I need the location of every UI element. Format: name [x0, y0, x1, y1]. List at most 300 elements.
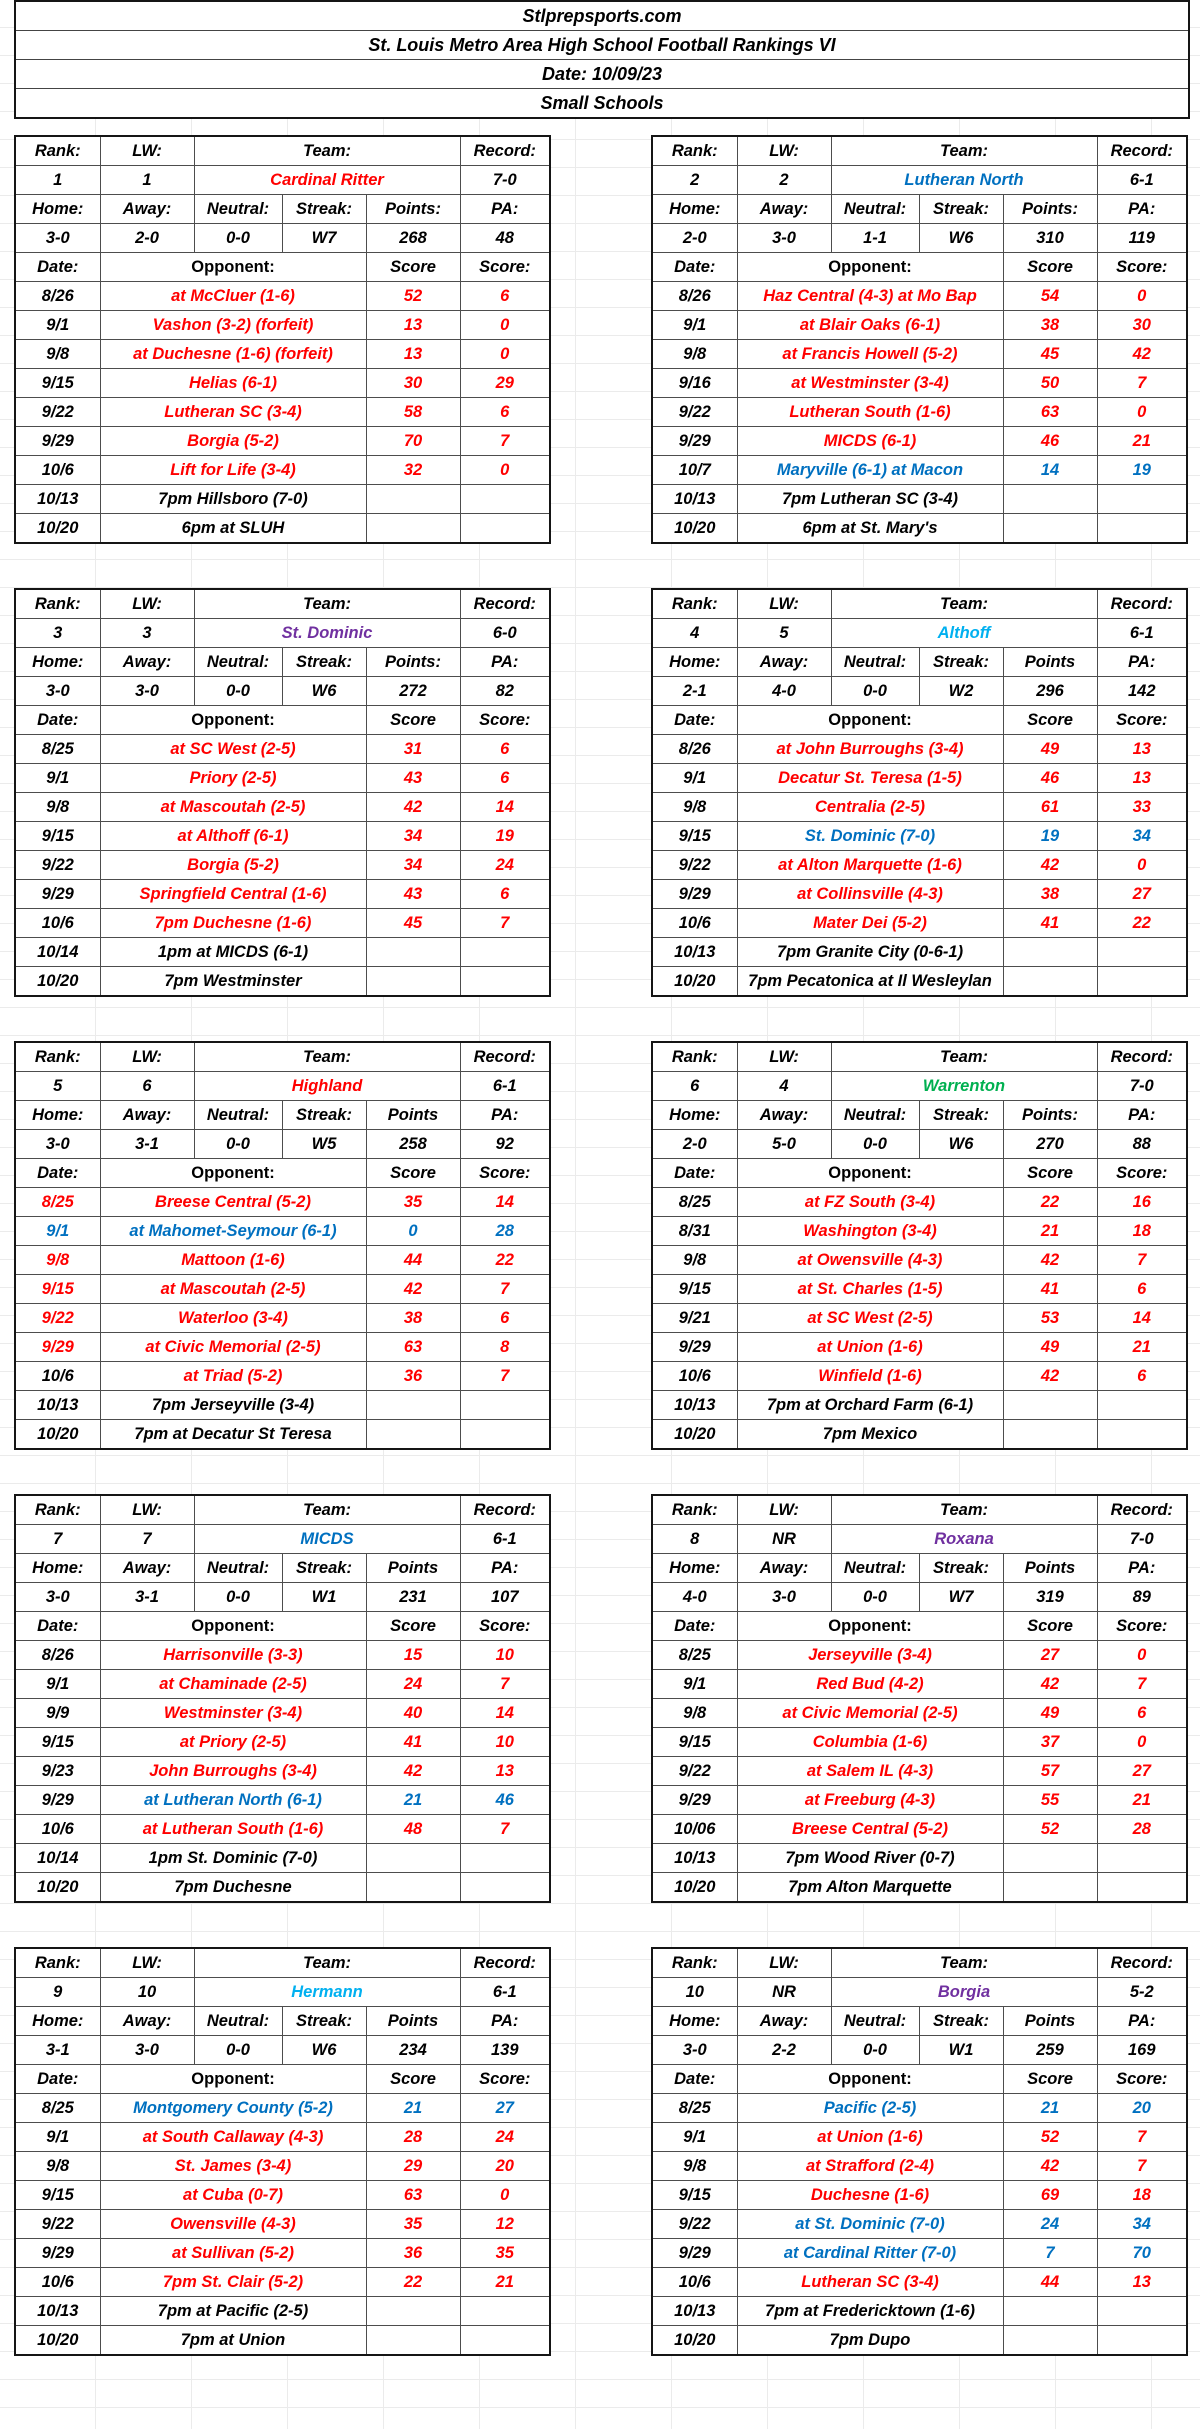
rank-value: 2 [652, 166, 737, 195]
points-label: Points [366, 1101, 460, 1130]
game-score-against: 21 [460, 2268, 550, 2297]
lw-value: 4 [737, 1072, 831, 1101]
game-score-for: 28 [366, 2123, 460, 2152]
game-row [652, 1699, 1187, 1728]
game-score-against: 35 [460, 2239, 550, 2268]
lw-value: NR [737, 1525, 831, 1554]
game-score-for [366, 1873, 460, 1903]
game-opponent: at Mascoutah (2-5) [100, 793, 366, 822]
schedule-header-row [15, 1612, 550, 1641]
opponent-label: Opponent: [100, 1159, 366, 1188]
away-label: Away: [100, 2007, 194, 2036]
lw-label: LW: [100, 1495, 194, 1525]
game-score-for [366, 2326, 460, 2356]
game-row [15, 282, 550, 311]
record-value: 6-1 [460, 1525, 550, 1554]
stats-value-row [15, 1130, 550, 1159]
game-score-against: 46 [460, 1786, 550, 1815]
home-label: Home: [15, 1101, 100, 1130]
neutral-label: Neutral: [831, 195, 919, 224]
team-block [14, 588, 551, 997]
game-score-against: 21 [1097, 1786, 1187, 1815]
game-score-against [1097, 938, 1187, 967]
team-block [14, 135, 551, 544]
game-date: 9/22 [652, 851, 737, 880]
game-row [652, 340, 1187, 369]
record-value: 6-1 [460, 1072, 550, 1101]
game-date: 10/14 [15, 938, 100, 967]
streak-label: Streak: [282, 1101, 366, 1130]
rank-value: 5 [15, 1072, 100, 1101]
lw-value: 10 [100, 1978, 194, 2007]
game-score-against: 7 [460, 1275, 550, 1304]
stats-value-row [652, 224, 1187, 253]
game-opponent: 7pm Duchesne (1-6) [100, 909, 366, 938]
game-opponent: 6pm at SLUH [100, 514, 366, 544]
game-row [652, 1815, 1187, 1844]
rank-value-row [15, 1525, 550, 1554]
stats-header-row [15, 195, 550, 224]
game-row [15, 793, 550, 822]
game-row [15, 2297, 550, 2326]
points-label: Points [1003, 2007, 1097, 2036]
game-score-for: 49 [1003, 1699, 1097, 1728]
game-date: 9/8 [652, 793, 737, 822]
game-date: 10/13 [652, 938, 737, 967]
game-row [15, 1670, 550, 1699]
game-date: 10/20 [652, 2326, 737, 2356]
rank-label: Rank: [15, 1042, 100, 1072]
game-score-against: 0 [1097, 282, 1187, 311]
game-date: 9/1 [652, 1670, 737, 1699]
score-against-label: Score: [460, 1159, 550, 1188]
points-value: 234 [366, 2036, 460, 2065]
game-opponent: 7pm Granite City (0-6-1) [737, 938, 1003, 967]
team-name: Lutheran North [831, 166, 1097, 195]
game-row [15, 369, 550, 398]
game-score-against [460, 514, 550, 544]
game-opponent: Mater Dei (5-2) [737, 909, 1003, 938]
score-for-label: Score [1003, 253, 1097, 282]
game-row [652, 1304, 1187, 1333]
game-date: 9/29 [652, 1786, 737, 1815]
score-against-label: Score: [460, 2065, 550, 2094]
game-opponent: Lutheran SC (3-4) [100, 398, 366, 427]
streak-value: W6 [282, 677, 366, 706]
rank-value-row [15, 619, 550, 648]
away-value: 2-2 [737, 2036, 831, 2065]
game-opponent: Washington (3-4) [737, 1217, 1003, 1246]
date-label: Date: [652, 706, 737, 735]
game-score-against: 6 [1097, 1275, 1187, 1304]
game-score-for: 41 [366, 1728, 460, 1757]
neutral-value: 0-0 [831, 1583, 919, 1612]
pa-value: 88 [1097, 1130, 1187, 1159]
opponent-label: Opponent: [100, 2065, 366, 2094]
away-label: Away: [100, 1101, 194, 1130]
game-date: 10/6 [15, 1362, 100, 1391]
record-value: 7-0 [1097, 1525, 1187, 1554]
game-opponent: at McCluer (1-6) [100, 282, 366, 311]
pa-value: 89 [1097, 1583, 1187, 1612]
team-label: Team: [194, 1495, 460, 1525]
game-score-for: 24 [366, 1670, 460, 1699]
opponent-label: Opponent: [100, 253, 366, 282]
game-opponent: at Cardinal Ritter (7-0) [737, 2239, 1003, 2268]
game-score-for: 63 [366, 2181, 460, 2210]
pa-value: 48 [460, 224, 550, 253]
game-row [652, 427, 1187, 456]
game-opponent: 7pm Wood River (0-7) [737, 1844, 1003, 1873]
game-score-against [1097, 2326, 1187, 2356]
game-date: 10/06 [652, 1815, 737, 1844]
game-opponent: Borgia (5-2) [100, 851, 366, 880]
game-row [15, 427, 550, 456]
game-row [652, 1844, 1187, 1873]
game-score-against: 42 [1097, 340, 1187, 369]
game-opponent: 1pm St. Dominic (7-0) [100, 1844, 366, 1873]
game-opponent: at Union (1-6) [737, 1333, 1003, 1362]
game-opponent: 7pm at Decatur St Teresa [100, 1420, 366, 1450]
game-row [652, 1757, 1187, 1786]
stats-value-row [652, 1130, 1187, 1159]
game-opponent: Lift for Life (3-4) [100, 456, 366, 485]
game-score-against: 20 [1097, 2094, 1187, 2123]
home-value: 4-0 [652, 1583, 737, 1612]
neutral-label: Neutral: [194, 2007, 282, 2036]
game-opponent: at SC West (2-5) [737, 1304, 1003, 1333]
score-against-label: Score: [460, 1612, 550, 1641]
game-date: 9/16 [652, 369, 737, 398]
date-label: Date: [652, 2065, 737, 2094]
game-score-for [366, 1420, 460, 1450]
game-date: 9/22 [15, 398, 100, 427]
game-score-for: 55 [1003, 1786, 1097, 1815]
game-score-for: 0 [366, 1217, 460, 1246]
game-opponent: Columbia (1-6) [737, 1728, 1003, 1757]
game-opponent: 7pm at Union [100, 2326, 366, 2356]
game-date: 10/6 [15, 1815, 100, 1844]
streak-label: Streak: [919, 648, 1003, 677]
game-date: 9/8 [15, 2152, 100, 2181]
game-score-for: 22 [1003, 1188, 1097, 1217]
rank-value-row [652, 166, 1187, 195]
lw-value: 6 [100, 1072, 194, 1101]
away-value: 3-0 [100, 2036, 194, 2065]
team-name: Borgia [831, 1978, 1097, 2007]
home-value: 3-0 [15, 677, 100, 706]
game-score-for [1003, 938, 1097, 967]
division-title: Small Schools [15, 89, 1189, 119]
record-value: 6-0 [460, 619, 550, 648]
game-score-for: 35 [366, 1188, 460, 1217]
game-score-for: 24 [1003, 2210, 1097, 2239]
game-opponent: Borgia (5-2) [100, 427, 366, 456]
pa-label: PA: [1097, 648, 1187, 677]
game-score-for: 61 [1003, 793, 1097, 822]
game-date: 9/15 [15, 1728, 100, 1757]
game-opponent: Lutheran SC (3-4) [737, 2268, 1003, 2297]
schedule-header-row [15, 706, 550, 735]
game-score-against: 22 [1097, 909, 1187, 938]
game-score-for: 36 [366, 1362, 460, 1391]
game-score-for: 52 [366, 282, 460, 311]
lw-label: LW: [100, 1948, 194, 1978]
game-row [15, 1873, 550, 1903]
game-score-against: 6 [1097, 1362, 1187, 1391]
game-opponent: Waterloo (3-4) [100, 1304, 366, 1333]
pa-label: PA: [1097, 195, 1187, 224]
game-row [652, 2094, 1187, 2123]
game-opponent: at Francis Howell (5-2) [737, 340, 1003, 369]
rank-value: 3 [15, 619, 100, 648]
game-row [15, 2152, 550, 2181]
game-score-against: 6 [1097, 1699, 1187, 1728]
game-score-for [366, 938, 460, 967]
neutral-value: 1-1 [831, 224, 919, 253]
game-score-for [1003, 485, 1097, 514]
game-score-against [460, 938, 550, 967]
game-row [652, 1188, 1187, 1217]
game-score-against: 0 [1097, 398, 1187, 427]
game-score-for [1003, 1420, 1097, 1450]
game-date: 9/29 [652, 2239, 737, 2268]
home-value: 3-0 [15, 224, 100, 253]
streak-value: W6 [282, 2036, 366, 2065]
game-opponent: 7pm at Orchard Farm (6-1) [737, 1391, 1003, 1420]
team-block [651, 588, 1188, 997]
team-label: Team: [831, 136, 1097, 166]
game-row [15, 967, 550, 997]
game-row [652, 2268, 1187, 2297]
game-row [652, 2297, 1187, 2326]
record-label: Record: [460, 1042, 550, 1072]
game-score-for: 45 [1003, 340, 1097, 369]
score-against-label: Score: [460, 706, 550, 735]
game-date: 10/20 [652, 514, 737, 544]
game-score-against: 27 [1097, 880, 1187, 909]
game-score-for: 53 [1003, 1304, 1097, 1333]
points-value: 231 [366, 1583, 460, 1612]
game-score-against: 14 [460, 793, 550, 822]
game-row [15, 2268, 550, 2297]
home-label: Home: [652, 648, 737, 677]
record-value: 5-2 [1097, 1978, 1187, 2007]
game-row [15, 2326, 550, 2356]
game-row [15, 822, 550, 851]
rank-label: Rank: [652, 1042, 737, 1072]
game-date: 8/26 [652, 735, 737, 764]
game-date: 10/20 [15, 514, 100, 544]
game-row [15, 1786, 550, 1815]
game-row [652, 851, 1187, 880]
game-row [652, 1333, 1187, 1362]
game-date: 8/25 [15, 2094, 100, 2123]
pa-label: PA: [460, 1554, 550, 1583]
game-opponent: 6pm at St. Mary's [737, 514, 1003, 544]
game-score-against: 13 [460, 1757, 550, 1786]
game-score-against: 6 [460, 880, 550, 909]
game-opponent: at FZ South (3-4) [737, 1188, 1003, 1217]
record-label: Record: [1097, 1042, 1187, 1072]
rank-header-row [652, 589, 1187, 619]
game-opponent: at Strafford (2-4) [737, 2152, 1003, 2181]
game-score-for: 43 [366, 764, 460, 793]
game-opponent: 7pm St. Clair (5-2) [100, 2268, 366, 2297]
rank-value-row [15, 1978, 550, 2007]
points-label: Points [366, 1554, 460, 1583]
lw-label: LW: [737, 589, 831, 619]
game-date: 9/29 [652, 880, 737, 909]
game-score-for: 52 [1003, 2123, 1097, 2152]
game-date: 9/8 [652, 1246, 737, 1275]
game-score-for: 42 [366, 793, 460, 822]
game-row [652, 2152, 1187, 2181]
pa-label: PA: [460, 648, 550, 677]
game-opponent: Springfield Central (1-6) [100, 880, 366, 909]
game-score-against [1097, 2297, 1187, 2326]
points-value: 270 [1003, 1130, 1097, 1159]
pa-value: 139 [460, 2036, 550, 2065]
home-label: Home: [15, 1554, 100, 1583]
neutral-label: Neutral: [194, 195, 282, 224]
stats-header-row [652, 648, 1187, 677]
record-value: 6-1 [1097, 619, 1187, 648]
opponent-label: Opponent: [737, 1612, 1003, 1641]
game-score-for: 45 [366, 909, 460, 938]
game-row [652, 398, 1187, 427]
stats-value-row [15, 2036, 550, 2065]
game-opponent: at Union (1-6) [737, 2123, 1003, 2152]
score-for-label: Score [1003, 1159, 1097, 1188]
page-header-table [14, 0, 1190, 119]
game-score-for [366, 2297, 460, 2326]
game-opponent: 7pm Dupo [737, 2326, 1003, 2356]
game-score-for: 70 [366, 427, 460, 456]
game-score-for: 34 [366, 822, 460, 851]
game-opponent: Jerseyville (3-4) [737, 1641, 1003, 1670]
game-row [652, 514, 1187, 544]
rank-header-row [15, 136, 550, 166]
game-row [15, 1362, 550, 1391]
game-opponent: at Mascoutah (2-5) [100, 1275, 366, 1304]
score-for-label: Score [1003, 1612, 1097, 1641]
game-score-for: 41 [1003, 1275, 1097, 1304]
game-row [15, 1188, 550, 1217]
record-value: 7-0 [1097, 1072, 1187, 1101]
game-opponent: 7pm Westminster [100, 967, 366, 997]
streak-value: W6 [919, 224, 1003, 253]
rank-value: 9 [15, 1978, 100, 2007]
pa-value: 82 [460, 677, 550, 706]
game-row [652, 1641, 1187, 1670]
game-score-against: 0 [460, 456, 550, 485]
rank-label: Rank: [652, 1948, 737, 1978]
record-label: Record: [460, 1948, 550, 1978]
streak-value: W7 [282, 224, 366, 253]
streak-label: Streak: [919, 195, 1003, 224]
score-against-label: Score: [1097, 2065, 1187, 2094]
game-score-against: 7 [460, 909, 550, 938]
game-row [652, 369, 1187, 398]
record-label: Record: [1097, 1495, 1187, 1525]
lw-value: NR [737, 1978, 831, 2007]
game-row [652, 938, 1187, 967]
team-label: Team: [831, 589, 1097, 619]
game-date: 9/22 [15, 851, 100, 880]
game-opponent: at Chaminade (2-5) [100, 1670, 366, 1699]
game-row [652, 967, 1187, 997]
stats-value-row [15, 224, 550, 253]
rank-header-row [15, 1042, 550, 1072]
game-date: 8/26 [15, 1641, 100, 1670]
game-score-against: 7 [1097, 369, 1187, 398]
lw-value: 1 [100, 166, 194, 195]
pa-label: PA: [460, 1101, 550, 1130]
game-opponent: 7pm Duchesne [100, 1873, 366, 1903]
score-for-label: Score [366, 1159, 460, 1188]
team-name: Althoff [831, 619, 1097, 648]
team-name: Highland [194, 1072, 460, 1101]
game-opponent: at John Burroughs (3-4) [737, 735, 1003, 764]
game-opponent: Vashon (3-2) (forfeit) [100, 311, 366, 340]
rank-header-row [652, 1042, 1187, 1072]
streak-label: Streak: [282, 648, 366, 677]
pa-value: 92 [460, 1130, 550, 1159]
game-date: 10/13 [652, 485, 737, 514]
team-label: Team: [194, 1948, 460, 1978]
team-label: Team: [194, 589, 460, 619]
game-score-against: 18 [1097, 1217, 1187, 1246]
game-score-against [1097, 1391, 1187, 1420]
score-against-label: Score: [460, 253, 550, 282]
game-opponent: St. Dominic (7-0) [737, 822, 1003, 851]
pa-label: PA: [460, 195, 550, 224]
game-score-against: 13 [1097, 735, 1187, 764]
team-name: Cardinal Ritter [194, 166, 460, 195]
record-label: Record: [1097, 136, 1187, 166]
rank-value-row [652, 1525, 1187, 1554]
game-row [15, 938, 550, 967]
game-score-against: 70 [1097, 2239, 1187, 2268]
rank-label: Rank: [15, 1948, 100, 1978]
game-score-against: 24 [460, 2123, 550, 2152]
stats-header-row [652, 1101, 1187, 1130]
neutral-value: 0-0 [194, 224, 282, 253]
schedule-header-row [652, 253, 1187, 282]
game-row [15, 851, 550, 880]
points-value: 268 [366, 224, 460, 253]
rank-label: Rank: [652, 136, 737, 166]
pa-value: 119 [1097, 224, 1187, 253]
away-value: 3-0 [737, 224, 831, 253]
game-date: 9/8 [652, 2152, 737, 2181]
game-opponent: Duchesne (1-6) [737, 2181, 1003, 2210]
points-value: 258 [366, 1130, 460, 1159]
game-date: 9/8 [15, 1246, 100, 1275]
game-score-for: 35 [366, 2210, 460, 2239]
team-block [14, 1041, 551, 1450]
rank-header-row [15, 1495, 550, 1525]
game-row [15, 1246, 550, 1275]
rank-value-row [652, 1978, 1187, 2007]
game-date: 8/25 [652, 1641, 737, 1670]
game-score-for [1003, 514, 1097, 544]
streak-label: Streak: [282, 195, 366, 224]
game-row [15, 1699, 550, 1728]
game-date: 8/31 [652, 1217, 737, 1246]
neutral-value: 0-0 [194, 2036, 282, 2065]
